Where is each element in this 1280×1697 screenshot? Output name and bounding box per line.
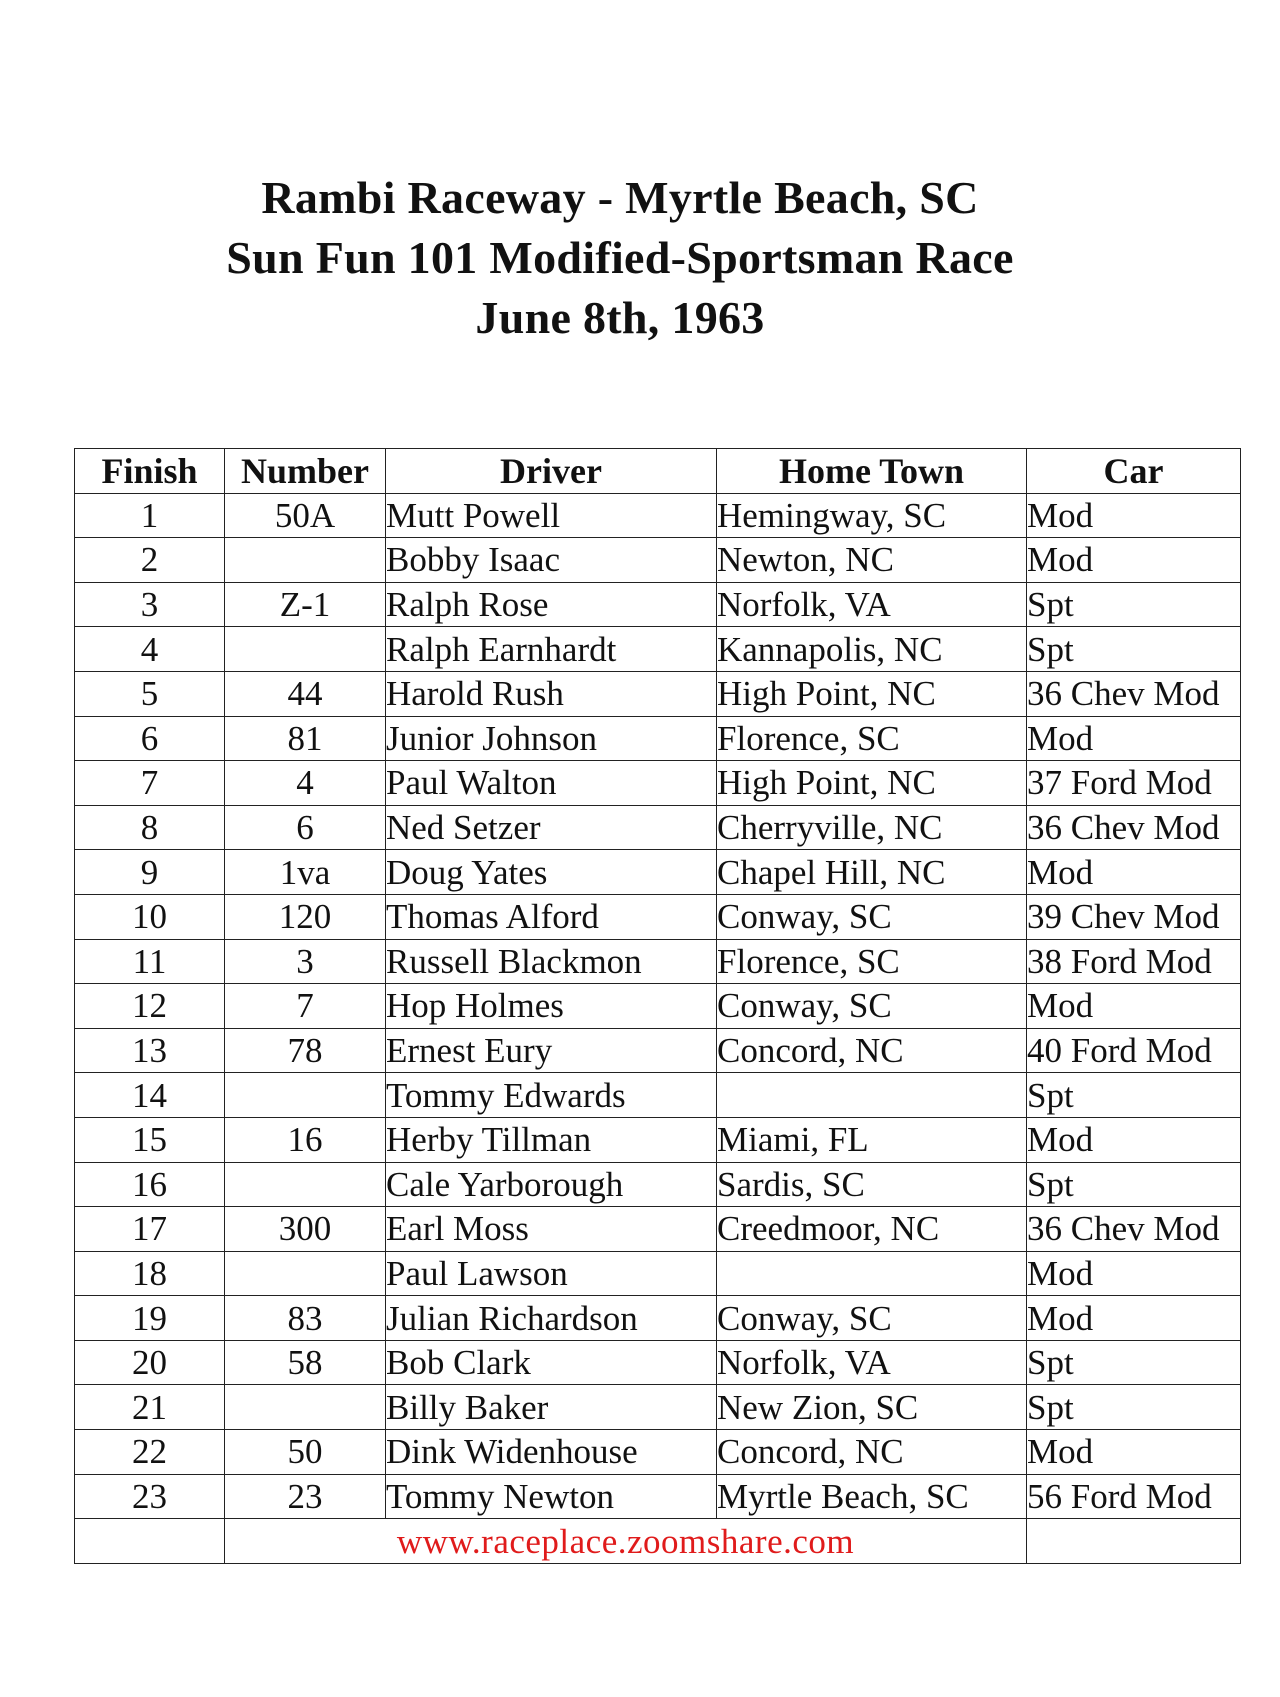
number-cell: 6: [225, 805, 386, 850]
finish-cell: 21: [75, 1385, 225, 1430]
finish-cell: 16: [75, 1162, 225, 1207]
number-cell: 50: [225, 1430, 386, 1475]
table-row: [75, 1162, 1241, 1207]
table-row: [75, 627, 1241, 672]
finish-cell: 11: [75, 939, 225, 984]
finish-cell: 22: [75, 1430, 225, 1475]
driver-cell: Earl Moss: [386, 1207, 717, 1252]
home-town-cell: Kannapolis, NC: [717, 627, 1027, 672]
car-cell: 56 Ford Mod: [1027, 1474, 1241, 1519]
car-cell: Mod: [1027, 984, 1241, 1029]
car-cell: Spt: [1027, 1162, 1241, 1207]
home-town-cell: Conway, SC: [717, 894, 1027, 939]
number-cell: 83: [225, 1296, 386, 1341]
number-cell: 300: [225, 1207, 386, 1252]
car-cell: Mod: [1027, 1117, 1241, 1162]
driver-cell: Tommy Edwards: [386, 1073, 717, 1118]
home-town-cell: High Point, NC: [717, 671, 1027, 716]
driver-cell: Herby Tillman: [386, 1117, 717, 1162]
finish-cell: 6: [75, 716, 225, 761]
car-cell: 39 Chev Mod: [1027, 894, 1241, 939]
table-row: [75, 1251, 1241, 1296]
car-cell: Mod: [1027, 716, 1241, 761]
driver-cell: Paul Lawson: [386, 1251, 717, 1296]
driver-cell: Julian Richardson: [386, 1296, 717, 1341]
finish-cell: 3: [75, 582, 225, 627]
finish-cell: 12: [75, 984, 225, 1029]
table-row: [75, 538, 1241, 583]
number-cell: 3: [225, 939, 386, 984]
driver-cell: Paul Walton: [386, 761, 717, 806]
number-cell: 1va: [225, 850, 386, 895]
car-cell: 36 Chev Mod: [1027, 1207, 1241, 1252]
car-cell: Spt: [1027, 627, 1241, 672]
table-row: [75, 984, 1241, 1029]
home-town-cell: Conway, SC: [717, 1296, 1027, 1341]
home-town-cell: [717, 1251, 1027, 1296]
finish-cell: 4: [75, 627, 225, 672]
table-row: [75, 1385, 1241, 1430]
home-town-cell: New Zion, SC: [717, 1385, 1027, 1430]
driver-cell: Hop Holmes: [386, 984, 717, 1029]
number-cell: [225, 1162, 386, 1207]
finish-cell: 7: [75, 761, 225, 806]
finish-cell: 10: [75, 894, 225, 939]
number-cell: [225, 627, 386, 672]
driver-cell: Ernest Eury: [386, 1028, 717, 1073]
car-cell: 36 Chev Mod: [1027, 671, 1241, 716]
driver-cell: Thomas Alford: [386, 894, 717, 939]
driver-cell: Doug Yates: [386, 850, 717, 895]
driver-cell: Russell Blackmon: [386, 939, 717, 984]
home-town-cell: High Point, NC: [717, 761, 1027, 806]
number-cell: 23: [225, 1474, 386, 1519]
column-header-home-town: Home Town: [717, 449, 1027, 494]
results-table: [74, 448, 1241, 1564]
number-cell: [225, 538, 386, 583]
driver-cell: Mutt Powell: [386, 493, 717, 538]
home-town-cell: Hemingway, SC: [717, 493, 1027, 538]
car-cell: Spt: [1027, 1385, 1241, 1430]
table-row: [75, 761, 1241, 806]
title-date: June 8th, 1963: [475, 292, 765, 343]
car-cell: Mod: [1027, 1251, 1241, 1296]
table-row: [75, 1117, 1241, 1162]
home-town-cell: Conway, SC: [717, 984, 1027, 1029]
car-cell: Mod: [1027, 1430, 1241, 1475]
car-cell: 36 Chev Mod: [1027, 805, 1241, 850]
driver-cell: Ralph Earnhardt: [386, 627, 717, 672]
finish-cell: 2: [75, 538, 225, 583]
number-cell: 120: [225, 894, 386, 939]
car-cell: Mod: [1027, 493, 1241, 538]
home-town-cell: Florence, SC: [717, 716, 1027, 761]
driver-cell: Harold Rush: [386, 671, 717, 716]
column-header-number: Number: [225, 449, 386, 494]
finish-cell: 1: [75, 493, 225, 538]
table-row: [75, 1073, 1241, 1118]
table-row: [75, 1340, 1241, 1385]
number-cell: 7: [225, 984, 386, 1029]
number-cell: [225, 1251, 386, 1296]
home-town-cell: [717, 1073, 1027, 1118]
number-cell: Z-1: [225, 582, 386, 627]
table-header-row: [75, 449, 1241, 494]
table-row: [75, 894, 1241, 939]
driver-cell: Junior Johnson: [386, 716, 717, 761]
number-cell: 50A: [225, 493, 386, 538]
home-town-cell: Sardis, SC: [717, 1162, 1027, 1207]
number-cell: 81: [225, 716, 386, 761]
driver-cell: Ned Setzer: [386, 805, 717, 850]
title-race-name: Sun Fun 101 Modified-Sportsman Race: [226, 232, 1014, 283]
column-header-car: Car: [1027, 449, 1241, 494]
number-cell: 44: [225, 671, 386, 716]
footer-empty-cell: [1027, 1519, 1241, 1564]
table-row: [75, 1430, 1241, 1475]
table-row: [75, 805, 1241, 850]
car-cell: 37 Ford Mod: [1027, 761, 1241, 806]
driver-cell: Bob Clark: [386, 1340, 717, 1385]
car-cell: Mod: [1027, 1296, 1241, 1341]
table-row: [75, 1474, 1241, 1519]
table-row: [75, 1028, 1241, 1073]
finish-cell: 15: [75, 1117, 225, 1162]
finish-cell: 14: [75, 1073, 225, 1118]
home-town-cell: Florence, SC: [717, 939, 1027, 984]
finish-cell: 19: [75, 1296, 225, 1341]
home-town-cell: Concord, NC: [717, 1430, 1027, 1475]
table-row: [75, 939, 1241, 984]
car-cell: Spt: [1027, 1340, 1241, 1385]
driver-cell: Billy Baker: [386, 1385, 717, 1430]
page-title: [0, 168, 1240, 348]
finish-cell: 5: [75, 671, 225, 716]
home-town-cell: Chapel Hill, NC: [717, 850, 1027, 895]
driver-cell: Dink Widenhouse: [386, 1430, 717, 1475]
finish-cell: 18: [75, 1251, 225, 1296]
home-town-cell: Norfolk, VA: [717, 1340, 1027, 1385]
number-cell: 4: [225, 761, 386, 806]
number-cell: [225, 1385, 386, 1430]
car-cell: Mod: [1027, 538, 1241, 583]
home-town-cell: Newton, NC: [717, 538, 1027, 583]
number-cell: 16: [225, 1117, 386, 1162]
finish-cell: 17: [75, 1207, 225, 1252]
results-body: [75, 493, 1241, 1519]
number-cell: 58: [225, 1340, 386, 1385]
website-link[interactable]: www.raceplace.zoomshare.com: [225, 1519, 1027, 1564]
driver-cell: Tommy Newton: [386, 1474, 717, 1519]
table-row: [75, 1207, 1241, 1252]
title-venue: Rambi Raceway - Myrtle Beach, SC: [261, 172, 979, 223]
finish-cell: 23: [75, 1474, 225, 1519]
car-cell: 40 Ford Mod: [1027, 1028, 1241, 1073]
column-header-driver: Driver: [386, 449, 717, 494]
table-row: [75, 671, 1241, 716]
car-cell: Mod: [1027, 850, 1241, 895]
home-town-cell: Cherryville, NC: [717, 805, 1027, 850]
driver-cell: Bobby Isaac: [386, 538, 717, 583]
number-cell: [225, 1073, 386, 1118]
finish-cell: 8: [75, 805, 225, 850]
car-cell: 38 Ford Mod: [1027, 939, 1241, 984]
number-cell: 78: [225, 1028, 386, 1073]
car-cell: Spt: [1027, 582, 1241, 627]
home-town-cell: Creedmoor, NC: [717, 1207, 1027, 1252]
home-town-cell: Myrtle Beach, SC: [717, 1474, 1027, 1519]
finish-cell: 20: [75, 1340, 225, 1385]
finish-cell: 13: [75, 1028, 225, 1073]
table-row: [75, 850, 1241, 895]
driver-cell: Ralph Rose: [386, 582, 717, 627]
table-footer-row: [75, 1519, 1241, 1564]
finish-cell: 9: [75, 850, 225, 895]
home-town-cell: Miami, FL: [717, 1117, 1027, 1162]
footer-empty-cell: [75, 1519, 225, 1564]
column-header-finish: Finish: [75, 449, 225, 494]
home-town-cell: Concord, NC: [717, 1028, 1027, 1073]
car-cell: Spt: [1027, 1073, 1241, 1118]
table-row: [75, 716, 1241, 761]
driver-cell: Cale Yarborough: [386, 1162, 717, 1207]
table-row: [75, 493, 1241, 538]
table-row: [75, 1296, 1241, 1341]
table-row: [75, 582, 1241, 627]
home-town-cell: Norfolk, VA: [717, 582, 1027, 627]
